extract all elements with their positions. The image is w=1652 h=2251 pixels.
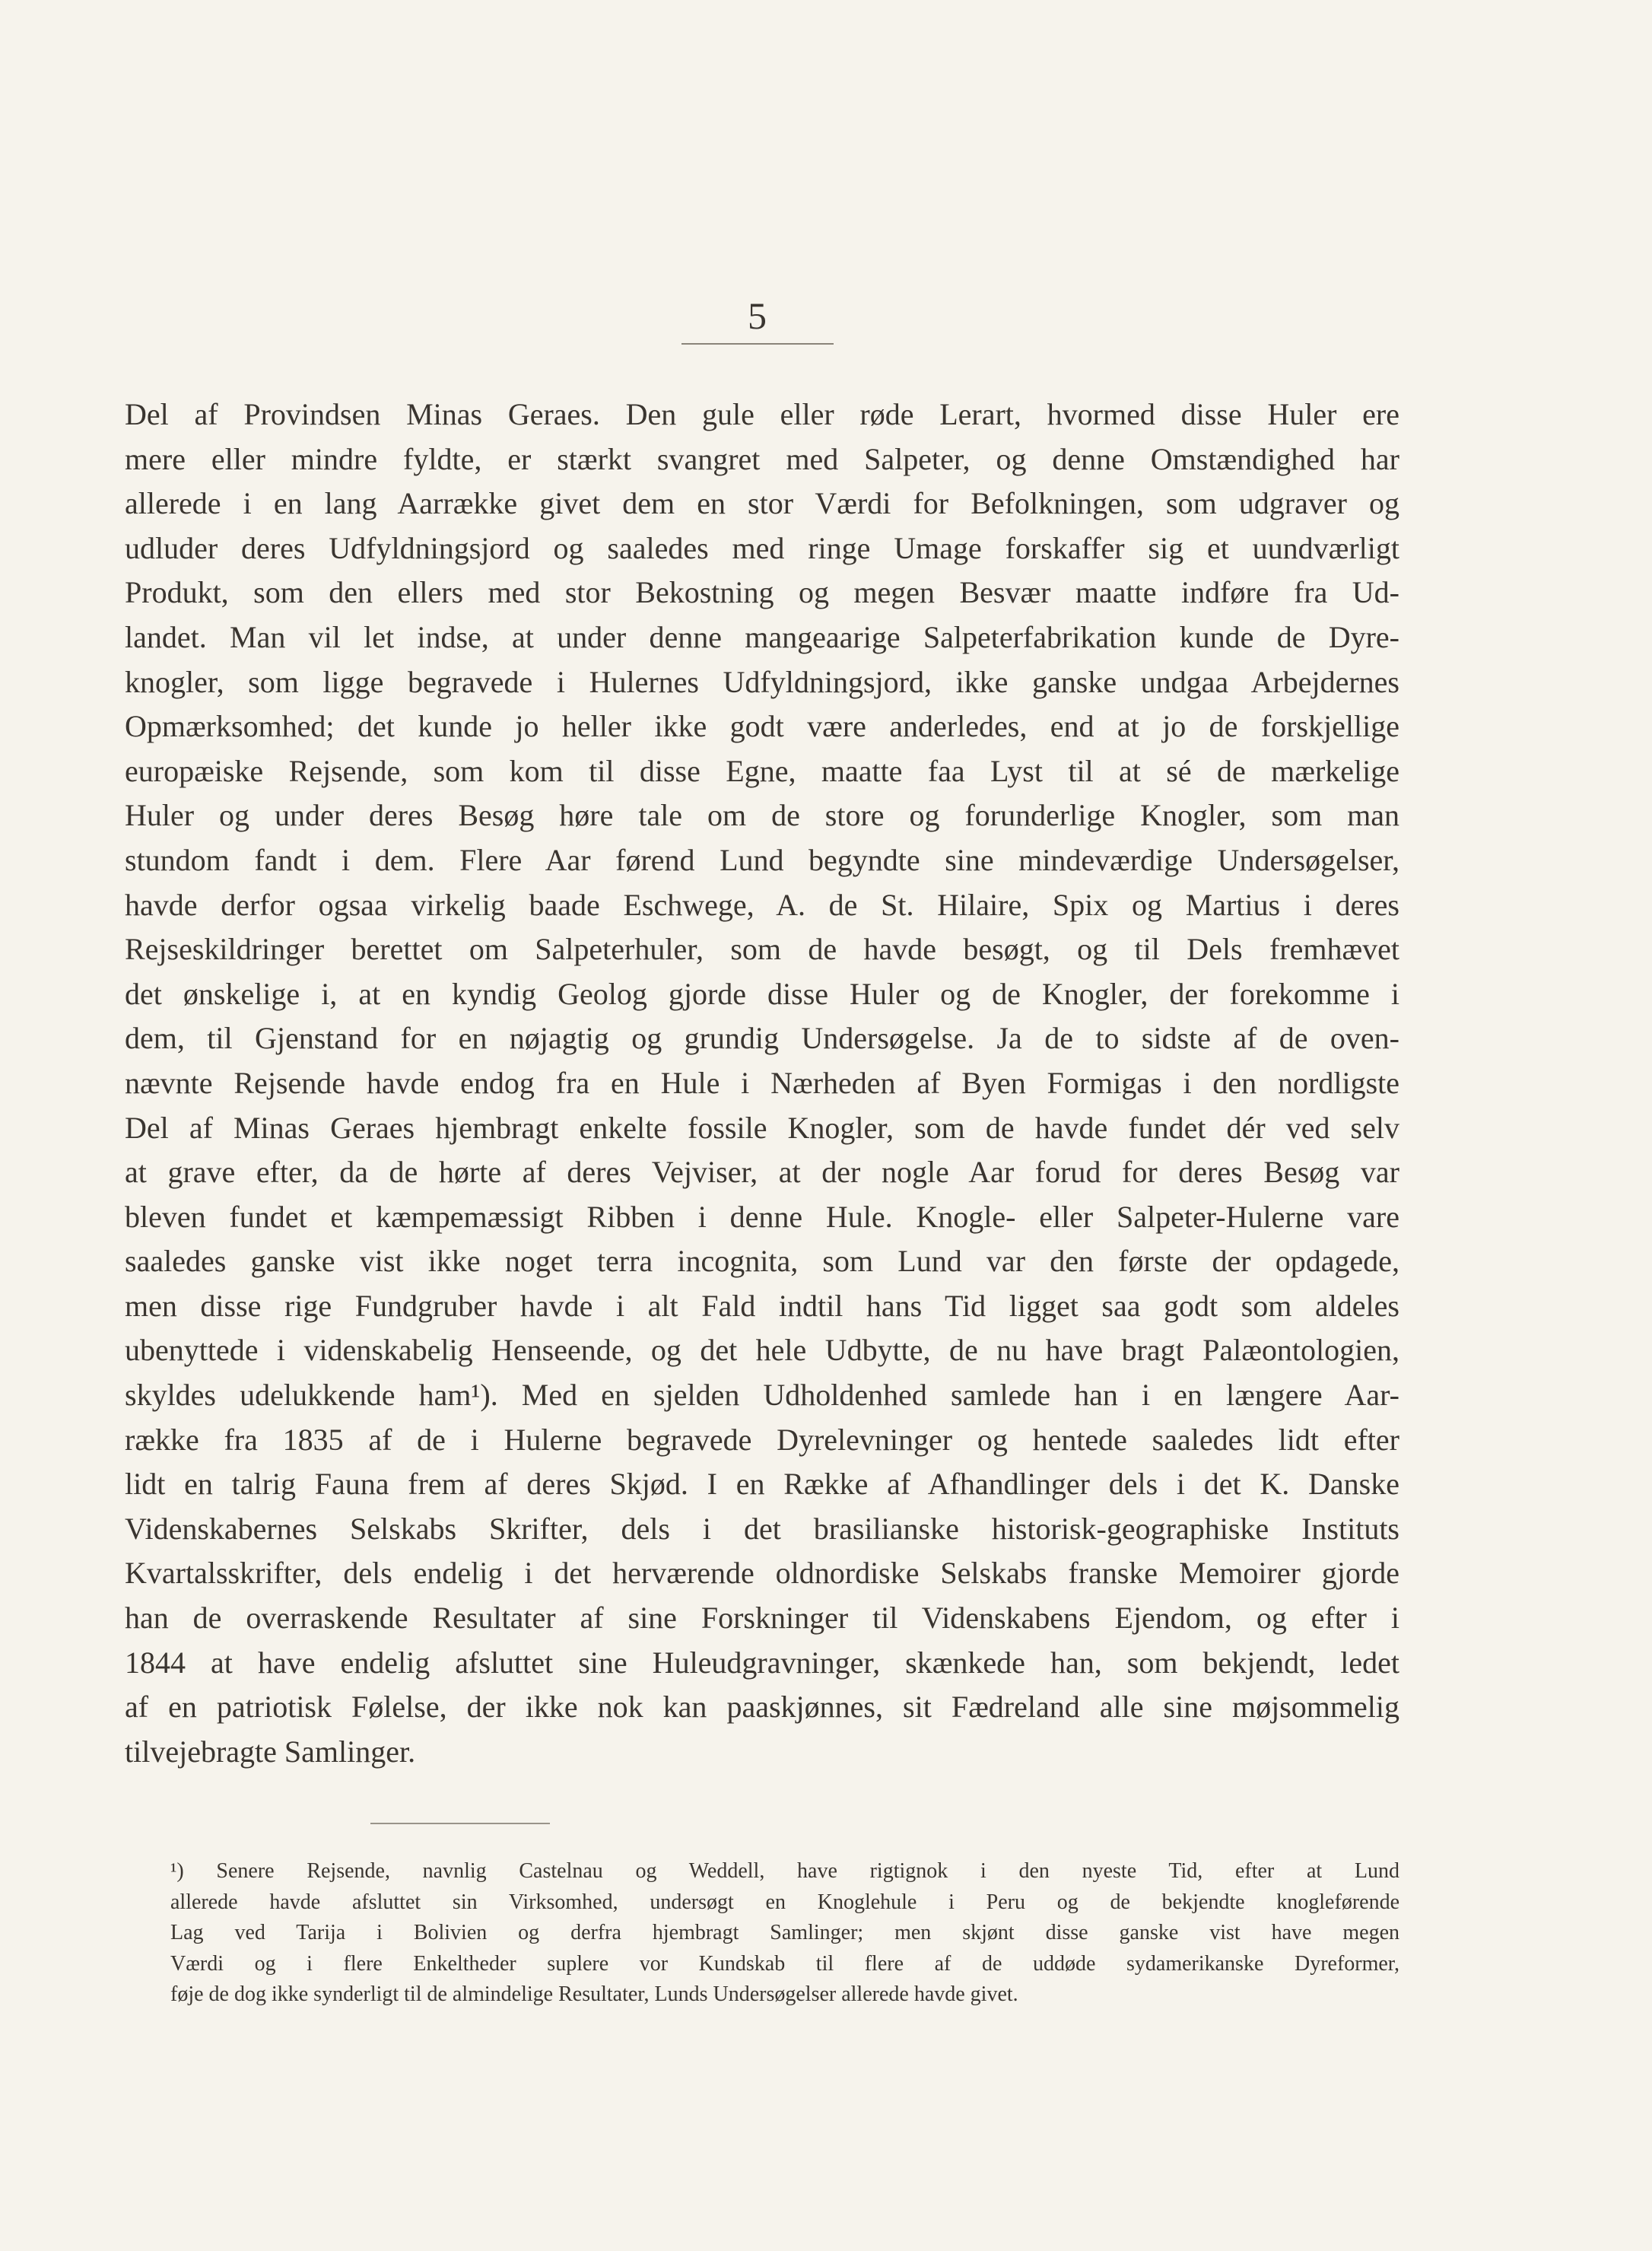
- body-text: [125, 393, 1399, 1774]
- body-line: nævnte Rejsende havde endog fra en Hule i Nærheden af Byen Formigas i den nordligste: [125, 1065, 1399, 1100]
- body-line: Huler og under deres Besøg høre tale om de store og forunderlige Knogler, som man: [125, 798, 1399, 833]
- body-line: ubenyttede i videnskabelig Henseende, og det hele Udbytte, de nu have bragt Palæontologien,: [125, 1333, 1399, 1368]
- body-line: mere eller mindre fyldte, er stærkt svangret med Salpeter, og denne Omstændighed har: [125, 441, 1399, 476]
- body-line: Videnskabernes Selskabs Skrifter, dels i det brasilianske historisk-geographiske Instituts: [125, 1511, 1399, 1546]
- body-line: saaledes ganske vist ikke noget terra incognita, som Lund var den første der opdagede,: [125, 1244, 1399, 1279]
- body-line: havde derfor ogsaa virkelig baade Eschwege, A. de St. Hilaire, Spix og Martius i deres: [125, 887, 1399, 922]
- header-rule: [681, 343, 834, 345]
- footnote-rule: [370, 1823, 550, 1824]
- body-line: landet. Man vil let indse, at under denne mangeaarige Salpeterfabrikation kunde de Dyre-: [125, 619, 1399, 654]
- footnote-line: Værdi og i flere Enkeltheder suplere vor Kundskab til flere af de uddøde sydamerikanske Dyreformer,: [170, 1951, 1399, 1976]
- body-line: Del af Provindsen Minas Geraes. Den gule eller røde Lerart, hvormed disse Huler ere: [125, 397, 1399, 431]
- footnote-line: føje de dog ikke synderligt til de almindelige Resultater, Lunds Undersøgelser allerede havde givet.: [170, 1982, 1018, 2006]
- body-line: udluder deres Udfyldningsjord og saaledes med ringe Umage forskaffer sig et uundværligt: [125, 530, 1399, 565]
- body-line: det ønskelige i, at en kyndig Geolog gjorde disse Huler og de Knogler, der forekomme i: [125, 976, 1399, 1011]
- body-line: af en patriotisk Følelse, der ikke nok kan paaskjønnes, sit Fædreland alle sine møjsommelig: [125, 1690, 1399, 1725]
- body-line: europæiske Rejsende, som kom til disse Egne, maatte faa Lyst til at sé de mærkelige: [125, 753, 1399, 788]
- body-line: række fra 1835 af de i Hulerne begravede Dyrelevninger og hentede saaledes lidt efter: [125, 1422, 1399, 1457]
- body-line: bleven fundet et kæmpemæssigt Ribben i denne Hule. Knogle- eller Salpeter-Hulerne vare: [125, 1199, 1399, 1234]
- body-line: Produkt, som den ellers med stor Bekostning og megen Besvær maatte indføre fra Ud-: [125, 575, 1399, 610]
- body-line: lidt en talrig Fauna frem af deres Skjød. I en Række af Afhandlinger dels i det K. Danske: [125, 1467, 1399, 1502]
- body-line: Kvartalsskrifter, dels endelig i det herværende oldnordiske Selskabs franske Memoirer gjorde: [125, 1556, 1399, 1591]
- page-header: [681, 293, 834, 345]
- body-line: allerede i en lang Aarrække givet dem en stor Værdi for Befolkningen, som udgraver og: [125, 486, 1399, 521]
- footnote: [170, 1856, 1399, 2011]
- body-line: stundom fandt i dem. Flere Aar førend Lund begyndte sine mindeværdige Undersøgelser,: [125, 842, 1399, 877]
- footnote-line: Lag ved Tarija i Bolivien og derfra hjembragt Samlinger; men skjønt disse ganske vist have megen: [170, 1921, 1399, 1944]
- body-line: skyldes udelukkende ham¹). Med en sjelden Udholdenhed samlede han i en længere Aar-: [125, 1378, 1399, 1413]
- body-line: at grave efter, da de hørte af deres Vejviser, at der nogle Aar forud for deres Besøg var: [125, 1155, 1399, 1190]
- body-line: Rejseskildringer berettet om Salpeterhuler, som de havde besøgt, og til Dels fremhævet: [125, 932, 1399, 967]
- body-line: tilvejebragte Samlinger.: [125, 1734, 416, 1769]
- body-line: han de overraskende Resultater af sine Forskninger til Videnskabens Ejendom, og efter i: [125, 1601, 1399, 1636]
- body-line: Del af Minas Geraes hjembragt enkelte fossile Knogler, som de havde fundet dér ved selv: [125, 1110, 1399, 1145]
- page-number: 5: [748, 294, 767, 337]
- body-line: dem, til Gjenstand for en nøjagtig og grundig Undersøgelse. Ja de to sidste af de oven-: [125, 1021, 1399, 1056]
- footnote-line: ¹) Senere Rejsende, navnlig Castelnau og Weddell, have rigtignok i den nyeste Tid, efter at Lund: [170, 1859, 1399, 1883]
- body-line: 1844 at have endelig afsluttet sine Huleudgravninger, skænkede han, som bekjendt, ledet: [125, 1645, 1399, 1680]
- body-line: knogler, som ligge begravede i Hulernes Udfyldningsjord, ikke ganske undgaa Arbejdernes: [125, 664, 1399, 699]
- body-line: men disse rige Fundgruber havde i alt Fald indtil hans Tid ligget saa godt som aldeles: [125, 1288, 1399, 1323]
- body-line: Opmærksomhed; det kunde jo heller ikke godt være anderledes, end at jo de forskjellige: [125, 709, 1399, 744]
- footnote-line: allerede havde afsluttet sin Virksomhed, undersøgt en Knoglehule i Peru og de bekjendte knogleførende: [170, 1890, 1399, 1914]
